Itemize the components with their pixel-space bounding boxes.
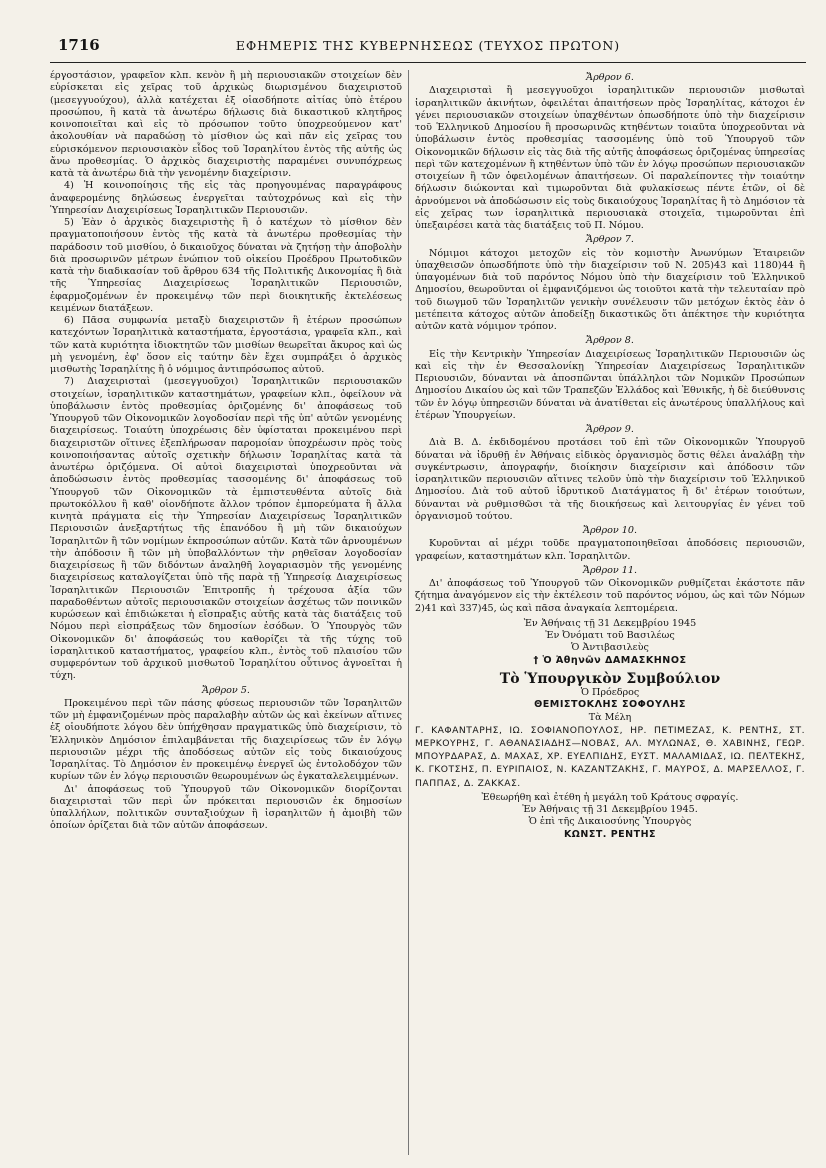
article-heading-11: Ἄρθρον 11.: [582, 564, 637, 576]
article-heading-6: Ἄρθρον 6.: [586, 72, 634, 83]
paragraph: Νόμιμοι κάτοχοι μετοχῶν εἰς τὸν κομιστὴν Ἀνωνύμων Ἑταιρειῶν ὑπαχθεισῶν ὁπωσδήποτε ὑπὸ τὴν διαχείρισιν τοῦ Ν. 205)43 καὶ 1180)44 ἢ ὑπαγομένων διὰ τοῦ παρόντος Νόμου ὑπὸ τὴν διαχείρισιν τοῦ Ἑλληνικοῦ Δημοσίου, θεωροῦνται οἱ ἐμφανιζόμενοι ὡς τοιοῦτοι κατὰ τὴν τελευταίαν πρὸ τοῦ διωγμοῦ τῶν Ἰσραηλιτῶν γενικὴν συνέλευσιν τῶν μετόχων ἐκτὸς ἐὰν ὁ μετέπειτα κάτοχος αὐτῶν ἀποδείξῃ δικαστικῶς ὅτι ἀπέκτησε τὴν κυριότητα αὐτῶν κατὰ νόμιμον τρόπον.: [415, 247, 805, 332]
paragraph-5: 5) Ἐὰν ὁ ἀρχικὸς διαχειριστὴς ἢ ὁ κατέχων τὸ μίσθιον δὲν πραγματοποιήσουν ἐντὸς τῆς κατὰ τὰ ἀνωτέρω προθεσμίας τὴν παράδοσιν τοῦ μισθίου, ὁ δικαιοῦχος δύναται νὰ ζητήσῃ τὴν ἀποβολὴν διὰ προσωρινῶν μέτρων ἐνώπιον τοῦ οἰκείου Προέδρου Πρωτοδικῶν κατὰ τὴν διαδικασίαν τοῦ ἄρθρου 634 τῆς Πολιτικῆς Δικονομίας ἢ διὰ τῆς Ὑπηρεσίας Διαχειρίσεως Ἰσραηλιτικῶν Περιουσιῶν, ἐφαρμοζομένων ἐν προκειμένῳ τῶν περὶ διοικητικῆς ἐκτελέσεως κειμένων διατάξεων.: [50, 217, 402, 314]
gazette-title: ΕΦΗΜΕΡΙΣ ΤΗΣ ΚΥΒΕΡΝΗΣΕΩΣ (ΤΕΥΧΟΣ ΠΡΩΤΟΝ): [235, 38, 621, 53]
article-heading-9: Ἄρθρον 9.: [586, 424, 634, 435]
paragraph: έργοστάσιον, γραφεῖον κλπ. κενὸν ἢ μὴ περιουσιακῶν στοιχείων δὲν εὑρίσκεται εἰς χεῖρας τοῦ ἀρχικὼς διωρισμένου διαχειριστοῦ (μεσεγγυούχου), ἀλλὰ κατέχεται ἐξ οἱασδήποτε αἰτίας ὑπὸ ἑτέρου προσώπου, ἢ κατὰ τὰ ἀνωτέρω δήλωσις διὰ δικαστικοῦ κλητῆρος κοινοποιεῖται καὶ εἰς τὸ πρόσωπον τοῦτο ὑποχρεούμενον κατ' ἀκολουθίαν νὰ παραδώσῃ τὸ μίσθιον ὡς καὶ πᾶν εἰς χεῖρας του εὑρισκόμενον περιουσιακὸν εἶδος τοῦ Ἰσραηλίτου ἐντὸς τῆς αὐτῆς ὡς ἄνω προθεσμίας. Ὁ ἀρχικὸς διαχειριστὴς παραμένει συνυπόχρεως κατὰ τὰ ἀνωτέρω διὰ τὴν γενομένην διαχείρισιν.: [50, 70, 402, 179]
seal-note: Ἐθεωρήθη καὶ ἐτέθη ἡ μεγάλη τοῦ Κράτους σφραγίς.: [481, 791, 739, 803]
paragraph: Δι' ἀποφάσεως τοῦ Ὑπουργοῦ τῶν Οἰκονομικῶν διορίζονται διαχειρισταὶ τῶν περὶ ὧν πρόκειται περιουσιῶν ἐκ δημοσίων ὑπαλλήλων, πολιτικῶν συνταξιούχων ἢ ἰσραηλιτῶν ἡ ἀμοιβὴ τῶν ὁποίων ὁρίζεται διὰ τῶν αὐτῶν ἀποφάσεων.: [50, 783, 402, 832]
council-members: Γ. ΚΑΦΑΝΤΑΡΗΣ, ΙΩ. ΣΟΦΙΑΝΟΠΟΥΛΟΣ, ΗΡ. ΠΕΤΙΜΕΖΑΣ, Κ. ΡΕΝΤΗΣ, ΣΤ. ΜΕΡΚΟΥΡΗΣ, Γ. ΑΘΑΝΑΣΙΑΔΗΣ—ΝΟΒΑΣ, ΑΛ. ΜΥΛΩΝΑΣ, Θ. ΧΑΒΙΝΗΣ, ΓΕΩΡ. ΜΠΟΥΡΔΑΡΑΣ, Δ. ΜΑΧΑΣ, ΧΡ. ΕΥΕΛΠΙΔΗΣ, ΕΥΣΤ. ΜΑΛΑΜΙΔΑΣ, ΙΩ. ΠΕΛΤΕΚΗΣ, Κ. ΓΚΟΤΣΗΣ, Π. ΕΥΡΙΠΑΙΟΣ, Ν. ΚΑΖΑΝΤΖΑΚΗΣ, Γ. ΜΑΥΡΟΣ, Δ. ΜΑΡΣΕΛΛΟΣ, Γ. ΠΑΠΠΑΣ, Δ. ΖΑΚΚΑΣ.: [415, 724, 805, 789]
paragraph: Κυροῦνται αἱ μέχρι τοῦδε πραγματοποιηθεῖσαι ἀποδόσεις περιουσιῶν, γραφείων, καταστημάτων κλπ. Ἰσραηλιτῶν.: [415, 538, 805, 562]
paragraph: Εἰς τὴν Κεντρικὴν Ὑπηρεσίαν Διαχειρίσεως Ἰσραηλιτικῶν Περιουσιῶν ὡς καὶ εἰς τὴν ἐν Θεσσαλονίκῃ Ὑπηρεσίαν Διαχειρίσεως Ἰσραηλιτικῶν Περιουσιῶν, δύνανται νὰ ἀποσπῶνται ὑπάλληλοι τῶν Νομικῶν Προσώπων Δημοσίου Δικαίου ὡς καὶ τῶν Τραπεζῶν Ἑλλάδος καὶ Ἐθνικῆς, ἡ δὲ διεύθυνσις τῶν ἐν λόγῳ ὑπηρεσιῶν δύναται νὰ ἀνατίθεται εἰς ἀνωτέρους ὑπαλλήλους καὶ ἑτέρων Ὑπουργείων.: [415, 348, 805, 421]
signing-date: Ἐν Ἀθήναις τῇ 31 Δεκεμβρίου 1945: [523, 617, 697, 629]
regent-title: Ὁ Ἀντιβασιλεὺς: [571, 642, 649, 654]
paragraph: Δι' ἀποφάσεως τοῦ Ὑπουργοῦ τῶν Οἰκονομικῶν ρυθμίζεται ἑκάστοτε πᾶν ζήτημα ἀναγόμενον εἰς τὴν ἐκτέλεσιν τοῦ παρόντος νόμου, ὡς καὶ τῶν Νόμων 2)41 καὶ 337)45, ὡς καὶ πᾶσα ἀναγκαία λεπτομέρεια.: [415, 578, 805, 614]
column-divider: [408, 70, 409, 1155]
paragraph-7: 7) Διαχειρισταὶ (μεσεγγυοῦχοι) Ἰσραηλιτικῶν περιουσιακῶν στοιχείων, ἰσραηλιτικῶν καταστημάτων, γραφείων κλπ., ὀφείλουν νὰ ὑποβάλωσιν ἐντὸς προθεσμίας ὁριζομένης δι' ἀποφάσεως τοῦ Ὑπουργοῦ τῶν Οἰκονομικῶν λογοδοσίαν περὶ τῆς ὑπ' αὐτῶν γενομένης διαχειρίσεως. Τοιαύτη ὑποχρέωσις δὲν ὑφίσταται προκειμένου περὶ διαχειριστῶν οἵτινες ἐξεπλήρωσαν παρομοίαν ὑποχρέωσιν πρὸς τοὺς κοινοποιήσαντας αὐτοῖς σχετικὴν δήλωσιν Ἰσραηλίτας κατὰ τὰ ἀνωτέρω ὁριζόμενα. Οἱ αὐτοὶ διαχειρισταὶ ὑποχρεοῦνται νὰ ἀποδώσωσιν ἐντὸς προθεσμίας τασσομένης δι' ἀποφάσεως τοῦ Ὑπουργοῦ τῶν Οἰκονομικῶν τὰ ἐμπιστευθέντα αὐτοῖς διὰ πρωτοκόλλου ἢ καθ' οἱονδήποτε ἄλλον τρόπον ἐμπορεύματα ἢ ἄλλα κινητὰ πράγματα εἰς τὴν Ὑπηρεσίαν Διαχειρίσεως Ἰσραηλιτικῶν Περιουσιῶν ἀνεξαρτήτως τῆς ἐπανόδου ἢ μὴ τῶν δικαιούχων Ἰσραηλιτῶν ἢ τῶν νομίμων ἐκπροσώπων αὐτῶν. Κατὰ τῶν ἀρνουμένων τὴν ἀπόδοσιν ἢ τῶν μὴ ὑποβαλλόντων τὴν ρηθεῖσαν λογοδοσίαν διαχειρίσεως ἢ τῶν διδόντων ἀναληθῆ λογαριασμὸν τῆς γενομένης διαχειρίσεως καταλογίζεται ὑπὸ τῆς παρὰ τῇ Ὑπηρεσίᾳ Διαχειρίσεως Ἰσραηλιτικῶν Περιουσιῶν Ἐπιτροπῆς ἡ τρέχουσα ἀξία τῶν παραδοθέντων αὐτοῖς περιουσιακῶν στοιχείων ἀσχέτως τῶν ποινικῶν κυρώσεων καὶ ἐπιδιώκεται ἡ εἴσπραξις αὐτῆς κατὰ τὰς διατάξεις τοῦ Νόμου περὶ εἰσπράξεως τῶν δημοσίων ἐσόδων. Ὁ Ὑπουργὸς τῶν Οἰκονομικῶν δι' ἀποφάσεώς του καθορίζει τὰ τῆς τύχης τοῦ ἰσραηλιτικοῦ καταστήματος, γραφείου κλπ., ἐντὸς τοῦ πλαισίου τῶν συμφερόντων τοῦ ἀρχικοῦ μισθωτοῦ Ἰσραηλίτου οὗτινος ἀγνοεῖται ἡ τύχη.: [50, 376, 402, 682]
left-column: [50, 70, 402, 1155]
president-title: Ὁ Πρόεδρος: [580, 687, 640, 698]
article-heading-7: Ἄρθρον 7.: [586, 234, 634, 246]
regent-signature: † Ὁ Ἀθηνῶν ΔΑΜΑΣΚΗΝΟΣ: [533, 654, 687, 666]
paragraph-6: 6) Πᾶσα συμφωνία μεταξὺ διαχειριστῶν ἢ ἑτέρων προσώπων κατεχόντων Ἰσραηλιτικὰ καταστήματα, ἐργοστάσια, γραφεῖα κλπ., καὶ τῶν κατὰ κυριότητα ἰδιοκτητῶν τῶν μισθίων θεωρεῖται ἄκυρος καὶ ὡς μὴ γενομένη, ἐφ' ὅσον εἰς ταύτην δὲν ἔχει συμπράξει ὁ ἀρχικὸς μισθωτὴς Ἰσραηλίτης ἢ ὁ νόμιμος ἀντιπρόσωπος αὐτοῦ.: [50, 315, 402, 375]
page-number: 1716: [58, 36, 100, 54]
article-heading-8: Ἄρθρον 8.: [586, 335, 634, 347]
article-heading-10: Ἄρθρον 10.: [582, 525, 637, 536]
in-name-of-king: Ἐν Ὀνόματι τοῦ Βασιλέως: [545, 630, 675, 641]
seal-date: Ἐν Ἀθήναις τῇ 31 Δεκεμβρίου 1945.: [522, 804, 698, 816]
paragraph: Προκειμένου περὶ τῶν πάσης φύσεως περιουσιῶν τῶν Ἰσραηλιτῶν τῶν μὴ ἐμφανιζομένων πρὸς παραλαβὴν αὐτῶν ὡς καὶ ἐκείνων αἵτινες ἐξ οἱουδήποτε λόγου δὲν ὑπήχθησαν πραγματικῶς ὑπὸ διαχείρισιν, τὸ Ἑλληνικὸν Δημόσιον ἐπιλαμβάνεται τῆς διαχειρίσεως τῶν ἐν λόγῳ περιουσιῶν μέχρι τῆς ἀποδόσεως αὐτῶν εἰς τοὺς δικαιούχους Ἰσραηλίτας. Τὸ Δημόσιον ἐν προκειμένῳ ἐνεργεῖ ὡς ἐντολοδόχον τῶν κυρίων τῶν ἐν λόγῳ περιουσιῶν θεωρουμένων ὡς ἐγκαταλελειμμένων.: [50, 697, 402, 783]
paragraph: Διαχειρισταὶ ἢ μεσεγγυοῦχοι ἰσραηλιτικῶν περιουσιῶν μισθωταὶ ἰσραηλιτικῶν ἀκινήτων, ὀφειλέται ἀπαιτήσεων πρὸς Ἰσραηλίτας, κάτοχοι ἐν γένει περιουσιακῶν στοιχείων ὑπαχθέντων ὁπωσδήποτε ὑπὸ τὴν διαχείρισιν τοῦ Ἑλληνικοῦ Δημοσίου ἢ προσωρινῶς κτηθέντων τοιαῦτα ὑποχρεοῦνται νὰ ὑποβάλωσιν ἐντὸς προθεσμίας τασσομένης ὑπὸ τοῦ Ὑπουργοῦ τῶν Οἰκονομικῶν δήλωσιν εἰς τὰς διὰ τῆς αὐτῆς ἀποφάσεως ὁριζομένας ὑπηρεσίας περὶ τῶν κατεχομένων ἢ κτηθέντων ὑπὸ τῶν ἐν λόγῳ προσώπων περιουσιακῶν στοιχείων ἢ τῶν ὀφειλομένων ἀπαιτήσεων. Οἱ παραλείποντες τὴν τοιαύτην δήλωσιν διώκονται καὶ τιμωροῦνται διὰ φυλακίσεως πέντε ἐτῶν, οἱ δὲ ἀρνούμενοι νὰ ἀποδώσωσιν εἰς τοὺς δικαιούχους Ἰσραηλίτας ἢ τὸ Δημόσιον τὰ εἰς χεῖρας των ἰσραηλιτικὰ περιουσιακὰ στοιχεῖα, τιμωροῦνται ἐπὶ ὑπεξαιρέσει κατὰ τὰς διατάξεις τοῦ Π. Νόμου.: [415, 85, 805, 231]
paragraph: Διὰ Β. Δ. ἐκδιδομένου προτάσει τοῦ ἐπὶ τῶν Οἰκονομικῶν Ὑπουργοῦ δύναται νὰ ἱδρυθῇ ἐν Ἀθήναις εἰδικὸς ὀργανισμὸς ὅστις θέλει ἀναλάβῃ τὴν συγκέντρωσιν, ἀπογραφήν, διοίκησιν διαχείρισιν καὶ ἀπόδοσιν τῶν ἰσραηλιτικῶν περιουσιῶν αἵτινες τελοῦν ὑπὸ τὴν διαχείρισιν τοῦ Ἑλληνικοῦ Δημοσίου. Διὰ τοῦ αὐτοῦ ἱδρυτικοῦ Διατάγματος ἢ δι' ἑτέρων τοιούτων, δύνανται νὰ ρυθμισθῶσι τὰ τῆς διοικήσεως καὶ λειτουργίας ἐν γένει τοῦ ὀργανισμοῦ τούτου.: [415, 437, 805, 522]
page-header: [58, 36, 798, 60]
members-title: Τὰ Μέλη: [588, 711, 632, 723]
header-rule: [50, 62, 806, 63]
council-heading: Τὸ Ὑπουργικὸν Συμβούλιον: [499, 670, 721, 687]
justice-minister-title: Ὁ ἐπὶ τῆς Δικαιοσύνης Ὑπουργὸς: [528, 816, 692, 828]
right-column: [415, 70, 805, 1155]
paragraph-4: 4) Ἡ κοινοποίησις τῆς εἰς τὰς προηγουμένας παραγράφους ἀναφερομένης δηλώσεως ἐνεργεῖται ταὐτοχρόνως καὶ εἰς τὴν Ὑπηρεσίαν Διαχειρίσεως Ἰσραηλιτικῶν Περιουσιῶν.: [50, 180, 402, 216]
justice-minister-signature: ΚΩΝΣΤ. ΡΕΝΤΗΣ: [563, 828, 657, 840]
president-signature: ΘΕΜΙΣΤΟΚΛΗΣ ΣΟΦΟΥΛΗΣ: [534, 699, 686, 711]
article-heading-5: Ἄρθρον 5.: [202, 684, 250, 696]
